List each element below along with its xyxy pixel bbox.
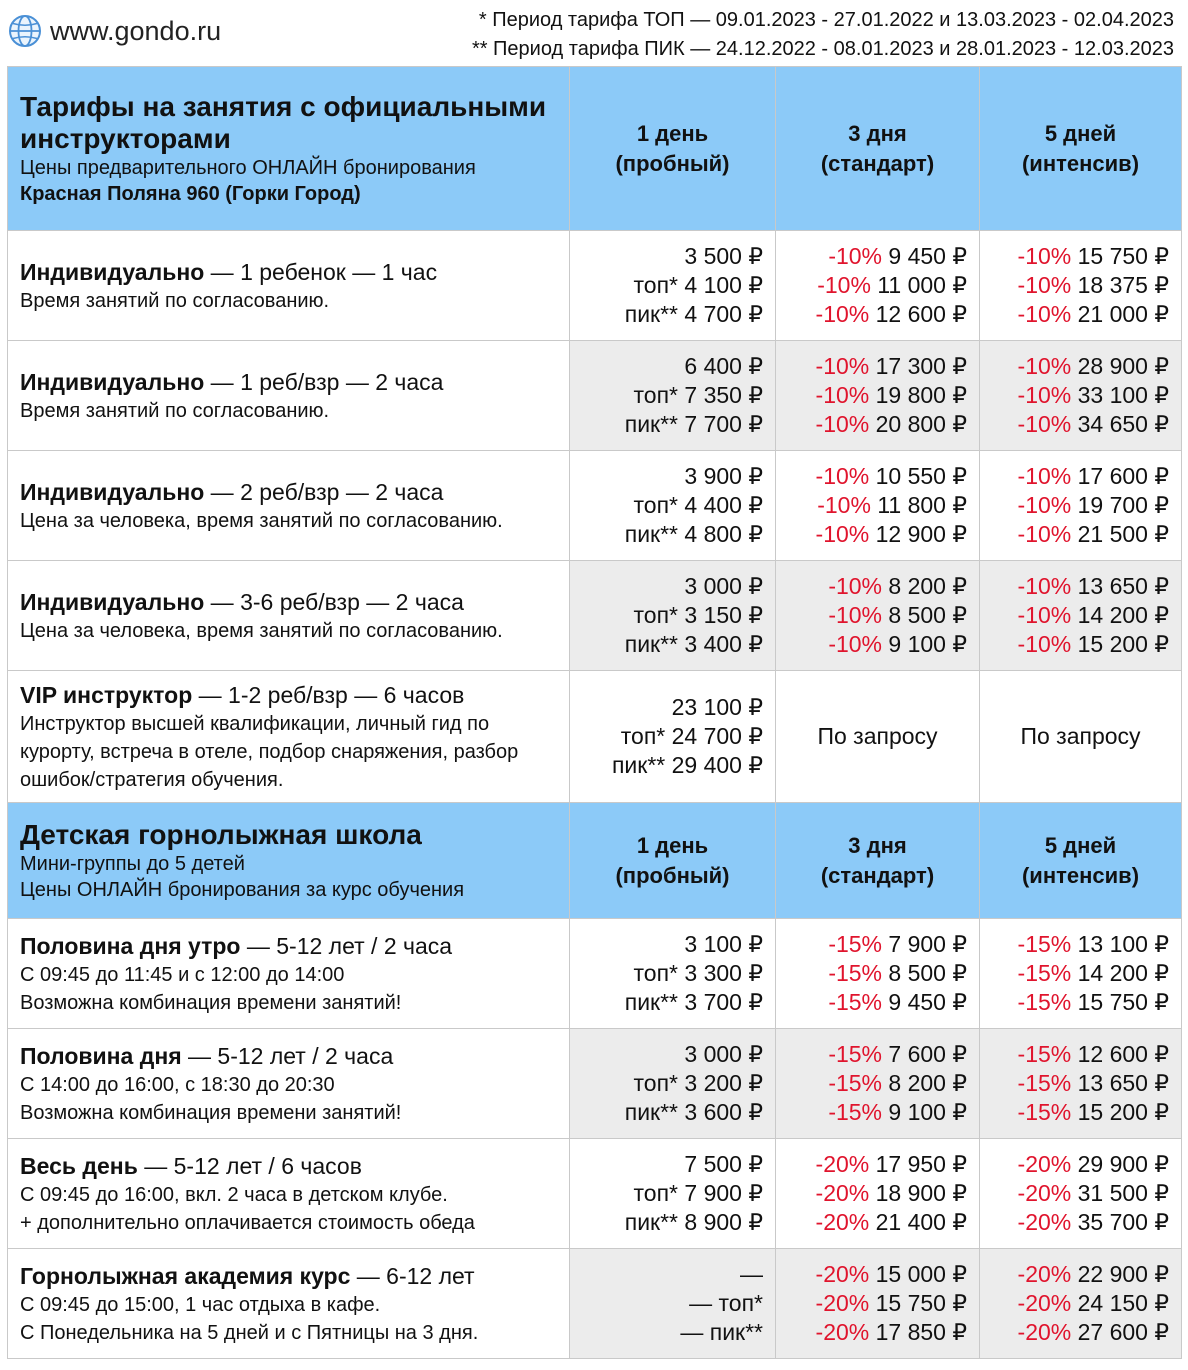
table-row [8, 1029, 1182, 1139]
row-description-2: С Понедельника на 5 дней и с Пятницы на 3 дня. [20, 1321, 479, 1344]
price-5-days: -10% 28 900 ₽ -10% 33 100 ₽ -10% 34 650 ₽ [980, 341, 1182, 451]
price-1-day: 3 000 ₽ топ* 3 150 ₽ пик** 3 400 ₽ [570, 561, 776, 671]
price-1-day: 23 100 ₽ топ* 24 700 ₽ пик** 29 400 ₽ [570, 671, 776, 803]
row-description: С 09:45 до 15:00, 1 час отдыха в кафе. [20, 1293, 381, 1316]
row-label: Индивидуально — 1 ребенок — 1 час Время занятий по согласованию. [8, 231, 570, 341]
row-description: Цена за человека, время занятий по согласованию. [20, 619, 503, 642]
row-label: Индивидуально — 1 реб/взр — 2 часа Время занятий по согласованию. [8, 341, 570, 451]
row-label: Весь день — 5-12 лет / 6 часов С 09:45 до 16:00, вкл. 2 часа в детском клубе. + дополнительно оплачивается стоимость обеда [8, 1139, 570, 1249]
price-5-days: -10% 15 750 ₽ -10% 18 375 ₽ -10% 21 000 ₽ [980, 231, 1182, 341]
price-1-day: 3 000 ₽ топ* 3 200 ₽ пик** 3 600 ₽ [570, 1029, 776, 1139]
row-description-2: + дополнительно оплачивается стоимость обеда [20, 1211, 475, 1234]
table-row [8, 1139, 1182, 1249]
price-3-days: -15% 7 900 ₽ -15% 8 500 ₽ -15% 9 450 ₽ [776, 919, 980, 1029]
column-header-5-days: 5 дней (интенсив) [980, 67, 1182, 231]
column-header-3-days: 3 дня (стандарт) [776, 67, 980, 231]
tariff-period-notes [472, 6, 1174, 64]
price-3-days: -20% 17 950 ₽ -20% 18 900 ₽ -20% 21 400 ₽ [776, 1139, 980, 1249]
row-label: Половина дня — 5-12 лет / 2 часа С 14:00 до 16:00, с 18:30 до 20:30 Возможна комбинация времени занятий! [8, 1029, 570, 1139]
price-5-days: -15% 12 600 ₽ -15% 13 650 ₽ -15% 15 200 ₽ [980, 1029, 1182, 1139]
section-subtitle: Цены предварительного ОНЛАЙН бронирования [20, 156, 476, 179]
price-3-days: -10% 8 200 ₽ -10% 8 500 ₽ -10% 9 100 ₽ [776, 561, 980, 671]
price-1-day: 6 400 ₽ топ* 7 350 ₽ пик** 7 700 ₽ [570, 341, 776, 451]
top-period-note: * Период тарифа ТОП — 09.01.2023 - 27.01.2022 и 13.03.2023 - 02.04.2023 [478, 9, 1174, 31]
price-3-days: -10% 10 550 ₽ -10% 11 800 ₽ -10% 12 900 ₽ [776, 451, 980, 561]
price-5-days: -10% 13 650 ₽ -10% 14 200 ₽ -10% 15 200 ₽ [980, 561, 1182, 671]
table-row [8, 919, 1182, 1029]
table-row [8, 231, 1182, 341]
section-location: Красная Поляна 960 (Горки Город) [20, 182, 361, 205]
section-header-instructors [8, 67, 1182, 231]
section-title: Детская горнолыжная школа [20, 818, 422, 850]
price-3-days: -20% 15 000 ₽ -20% 15 750 ₽ -20% 17 850 ₽ [776, 1249, 980, 1359]
globe-icon [8, 14, 42, 48]
row-description: С 14:00 до 16:00, с 18:30 до 20:30 [20, 1073, 335, 1096]
row-description: Время занятий по согласованию. [20, 399, 330, 422]
section-subtitle-2: Цены ОНЛАЙН бронирования за курс обучения [20, 878, 465, 901]
row-description: Инструктор высшей квалификации, личный гид по курорту, встреча в отеле, подбор снаряжения, разбор ошибок/стратегия обучения. [20, 712, 519, 791]
price-3-days: -10% 9 450 ₽ -10% 11 000 ₽ -10% 12 600 ₽ [776, 231, 980, 341]
row-description: С 09:45 до 16:00, вкл. 2 часа в детском клубе. [20, 1183, 448, 1206]
peak-period-note: ** Период тарифа ПИК — 24.12.2022 - 08.01.2023 и 28.01.2023 - 12.03.2023 [471, 38, 1174, 60]
section-header-kids-school [8, 803, 1182, 919]
price-5-days: -10% 17 600 ₽ -10% 19 700 ₽ -10% 21 500 ₽ [980, 451, 1182, 561]
price-3-days: -10% 17 300 ₽ -10% 19 800 ₽ -10% 20 800 ₽ [776, 341, 980, 451]
price-3-days-on-request: По запросу [776, 671, 980, 803]
table-row [8, 561, 1182, 671]
row-description-2: Возможна комбинация времени занятий! [20, 1101, 402, 1124]
site-header [8, 14, 221, 48]
row-label: VIP инструктор — 1-2 реб/взр — 6 часов Инструктор высшей квалификации, личный гид по курорту, встреча в отеле, подбор снаряжения, разбор ошибок/стратегия обучения. [8, 671, 570, 803]
price-5-days: -20% 22 900 ₽ -20% 24 150 ₽ -20% 27 600 ₽ [980, 1249, 1182, 1359]
row-label: Горнолыжная академия курс — 6-12 лет С 09:45 до 15:00, 1 час отдыха в кафе. С Понедельника на 5 дней и с Пятницы на 3 дня. [8, 1249, 570, 1359]
section-title: Тарифы на занятия с официальными инструкторами [20, 90, 547, 154]
column-header-1-day: 1 день (пробный) [570, 67, 776, 231]
price-1-day: — — топ* — пик** [570, 1249, 776, 1359]
row-label: Индивидуально — 3-6 реб/взр — 2 часа Цена за человека, время занятий по согласованию. [8, 561, 570, 671]
site-url-link[interactable]: www.gondo.ru [50, 15, 222, 46]
price-5-days-on-request: По запросу [980, 671, 1182, 803]
row-description: Время занятий по согласованию. [20, 289, 330, 312]
column-header-5-days: 5 дней (интенсив) [980, 803, 1182, 919]
price-1-day: 3 100 ₽ топ* 3 300 ₽ пик** 3 700 ₽ [570, 919, 776, 1029]
column-header-1-day: 1 день (пробный) [570, 803, 776, 919]
price-1-day: 3 900 ₽ топ* 4 400 ₽ пик** 4 800 ₽ [570, 451, 776, 561]
price-5-days: -15% 13 100 ₽ -15% 14 200 ₽ -15% 15 750 ₽ [980, 919, 1182, 1029]
price-3-days: -15% 7 600 ₽ -15% 8 200 ₽ -15% 9 100 ₽ [776, 1029, 980, 1139]
table-row [8, 451, 1182, 561]
table-row [8, 1249, 1182, 1359]
price-1-day: 7 500 ₽ топ* 7 900 ₽ пик** 8 900 ₽ [570, 1139, 776, 1249]
table-row [8, 671, 1182, 803]
price-table [7, 66, 1182, 1359]
price-5-days: -20% 29 900 ₽ -20% 31 500 ₽ -20% 35 700 ₽ [980, 1139, 1182, 1249]
row-label: Половина дня утро — 5-12 лет / 2 часа С 09:45 до 11:45 и с 12:00 до 14:00 Возможна комбинация времени занятий! [8, 919, 570, 1029]
section-subtitle: Мини-группы до 5 детей [20, 852, 245, 875]
table-row [8, 341, 1182, 451]
row-label: Индивидуально — 2 реб/взр — 2 часа Цена за человека, время занятий по согласованию. [8, 451, 570, 561]
column-header-3-days: 3 дня (стандарт) [776, 803, 980, 919]
row-description: С 09:45 до 11:45 и с 12:00 до 14:00 [20, 963, 345, 986]
row-description: Цена за человека, время занятий по согласованию. [20, 509, 503, 532]
row-description-2: Возможна комбинация времени занятий! [20, 991, 402, 1014]
price-1-day: 3 500 ₽ топ* 4 100 ₽ пик** 4 700 ₽ [570, 231, 776, 341]
